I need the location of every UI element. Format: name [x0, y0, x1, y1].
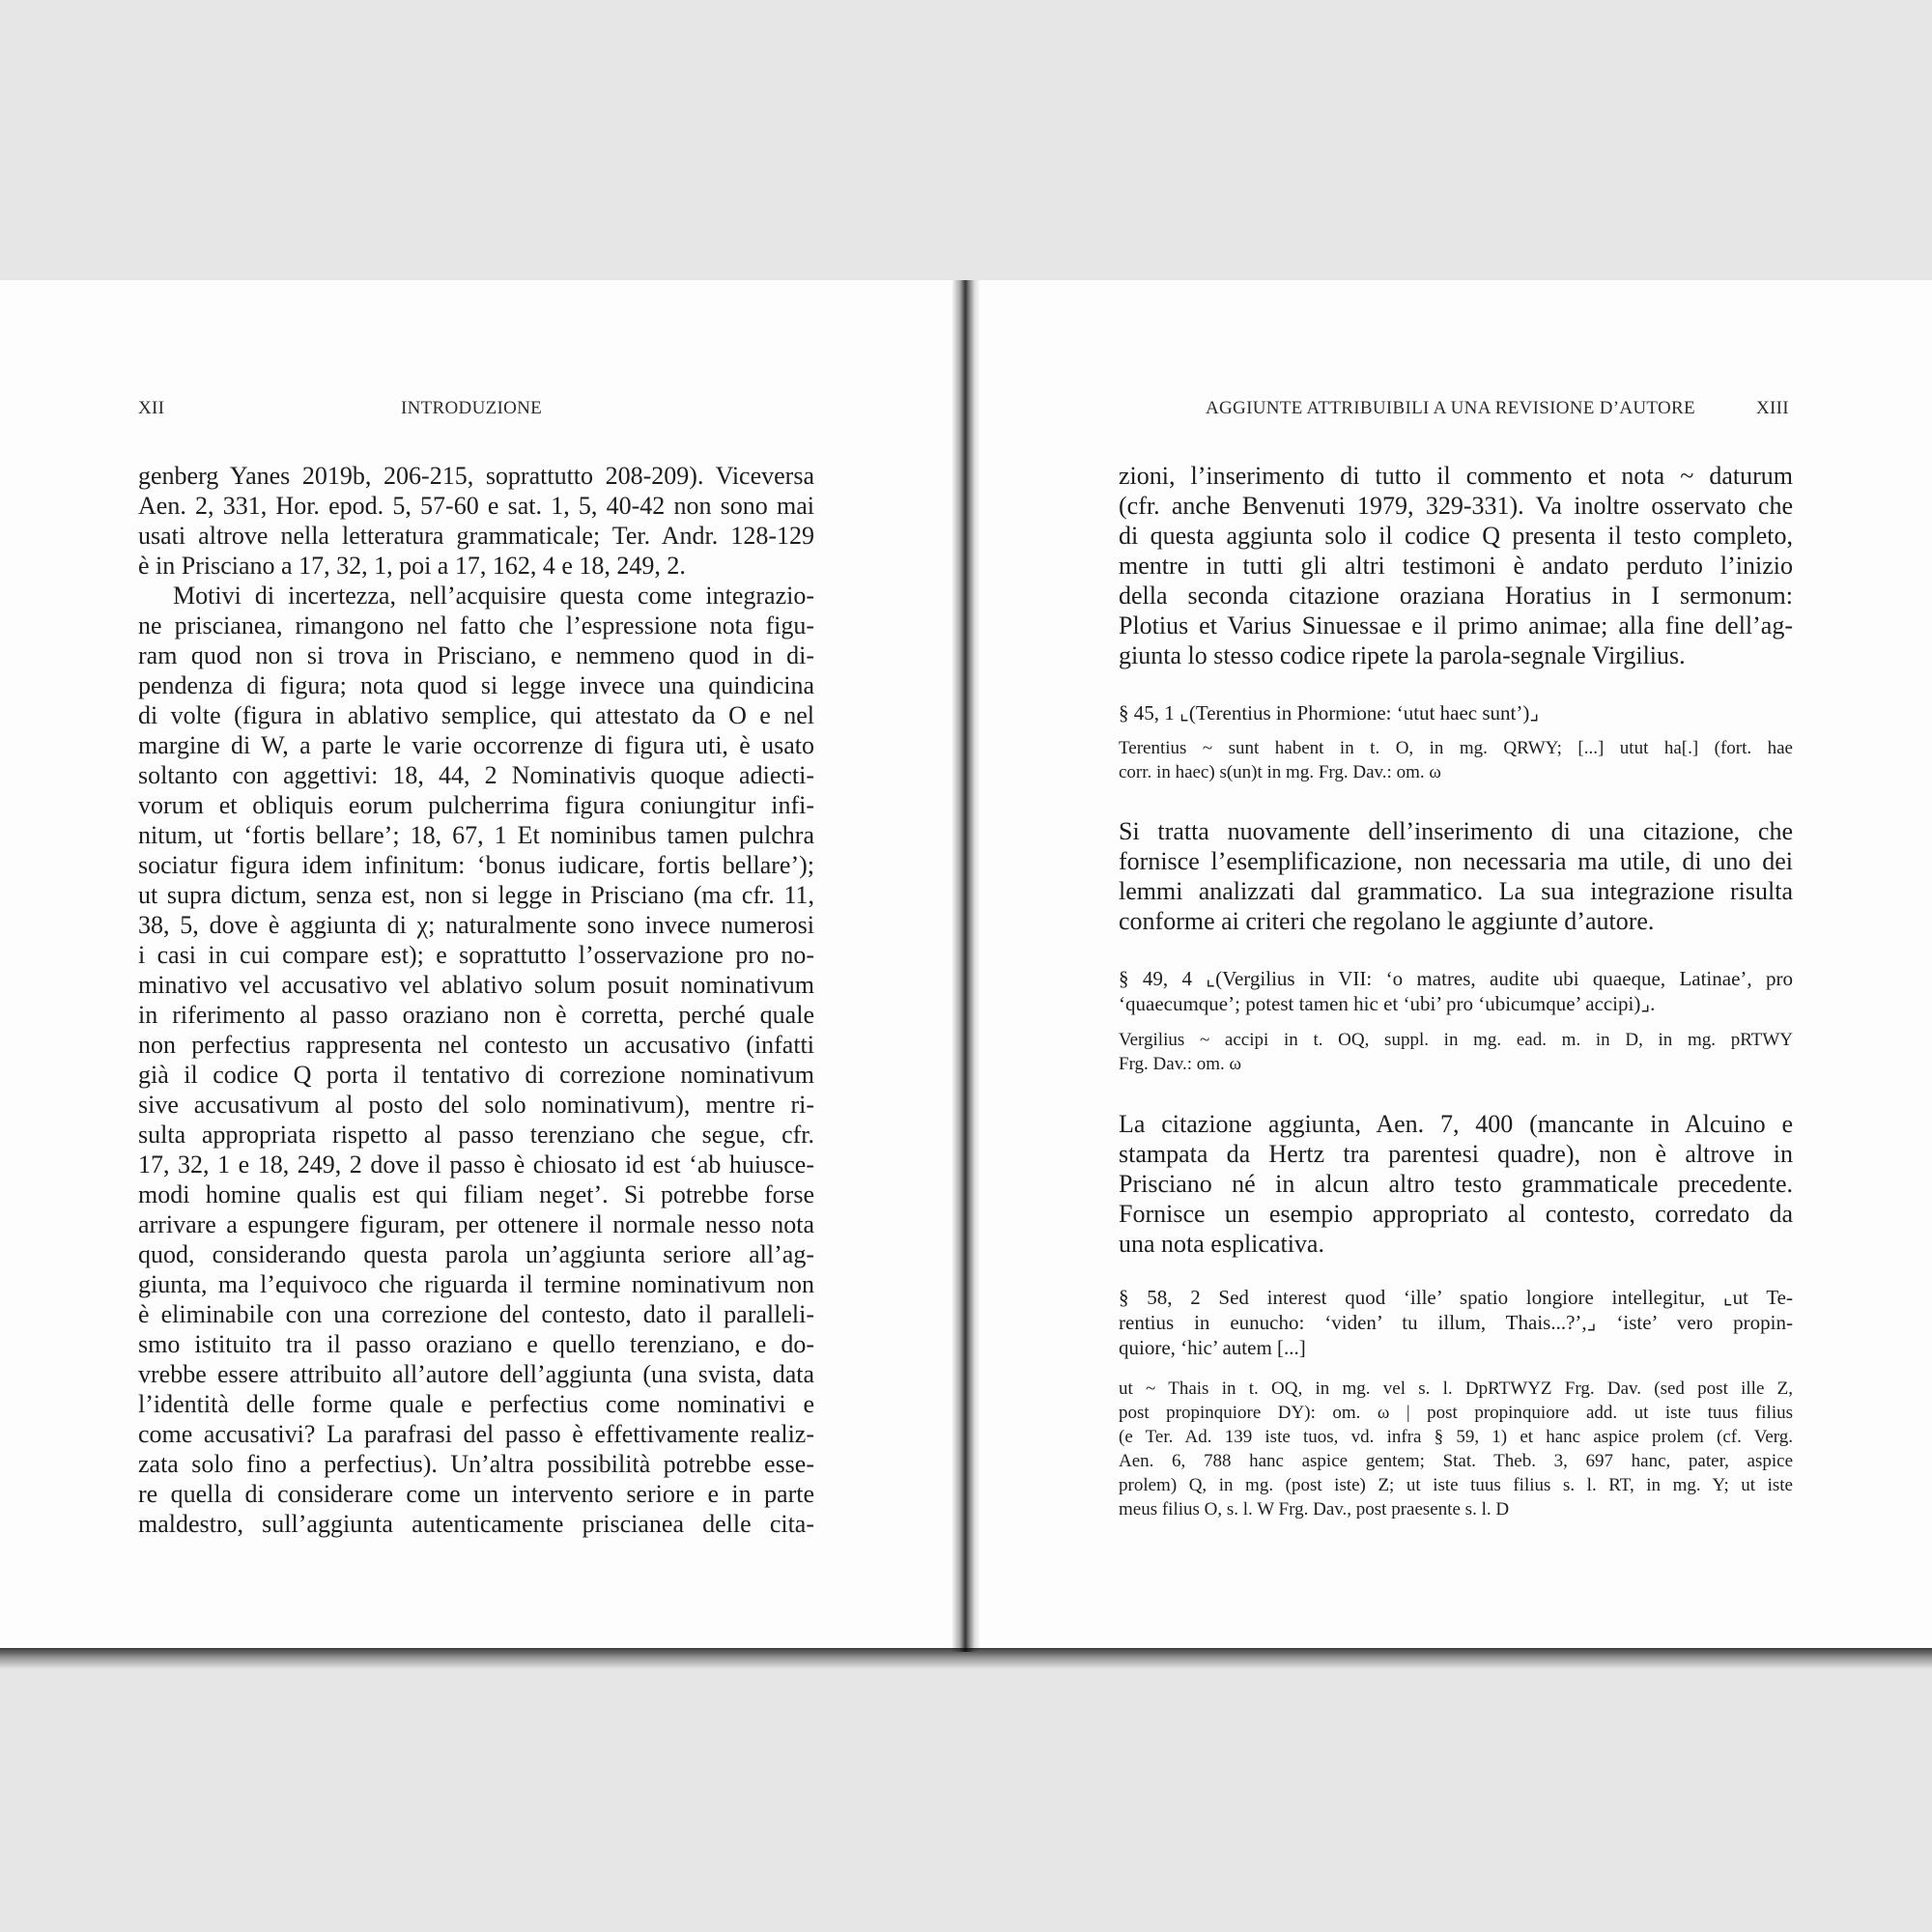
right-page-text [1119, 461, 1793, 670]
text-line: conforme ai criteri che regolano le aggiunte d’autore. [1119, 907, 1655, 935]
text-line: mentre in tutti gli altri testimoni è andato perduto l’inizio [1119, 552, 1793, 580]
paragraph [1119, 461, 1793, 670]
text-line: corr. in haec) s(un)t in mg. Frg. Dav.: om. ω [1119, 762, 1441, 782]
text-line: 38, 5, dove è aggiunta di χ; naturalmente sono invece numerosi [138, 911, 814, 939]
paragraph [138, 581, 814, 1539]
text-line: smo istituito tra il passo oraziano e quello terenziano, e do- [138, 1330, 814, 1358]
text-line: Aen. 2, 331, Hor. epod. 5, 57-60 e sat. 1, 5, 40-42 non sono mai [138, 492, 814, 520]
text-line: stampata da Hertz tra parentesi quadre), non è altrove in [1119, 1140, 1793, 1168]
text-line: re quella di considerare come un intervento seriore e in parte [138, 1480, 814, 1508]
text-line: usati altrove nella letteratura grammaticale; Ter. Andr. 128-129 [138, 522, 814, 550]
text-line: pendenza di figura; nota quod si legge invece una quindicina [138, 671, 814, 699]
text-line: La citazione aggiunta, Aen. 7, 400 (mancante in Alcuino e [1119, 1110, 1793, 1138]
text-line: nitum, ut ‘fortis bellare’; 18, 67, 1 Et nominibus tamen pulchra [138, 821, 814, 849]
text-line: in riferimento al passo oraziano non è corretta, perché quale [138, 1001, 814, 1029]
text-line: di questa aggiunta solo il codice Q presenta il testo completo, [1119, 522, 1793, 550]
text-line: Plotius et Varius Sinuessae e il primo animae; alla fine dell’ag- [1119, 611, 1793, 639]
lemma-entry-45-1 [1119, 700, 1793, 725]
text-line: Aen. 6, 788 hanc aspice gentem; Stat. Theb. 3, 697 hanc, pater, aspice [1119, 1451, 1793, 1471]
text-line: (e Ter. Ad. 139 iste tuos, vd. infra § 59, 1) et hanc aspice prolem (cf. Verg. [1119, 1427, 1793, 1447]
text-line: fornisce l’esemplificazione, non necessaria ma utile, di uno dei [1119, 847, 1793, 875]
text-line: della seconda citazione oraziana Horatius in I sermonum: [1119, 582, 1793, 610]
text-line: ram quod non si trova in Prisciano, e nemmeno quod in di- [138, 641, 814, 669]
text-line: quod, considerando questa parola un’aggiunta seriore all’ag- [138, 1240, 814, 1268]
text-line: Fornisce un esempio appropriato al contesto, corredato da [1119, 1200, 1793, 1228]
page-bottom-shadow [0, 1648, 1932, 1669]
text-line: di volte (figura in ablativo semplice, qui attestato da O e nel [138, 701, 814, 729]
lemma-entry-49-4 [1119, 966, 1793, 1016]
text-line: § 49, 4 ⌞(Vergilius in VII: ‘o matres, audite ubi quaeque, Latinae’, pro [1119, 967, 1793, 990]
text-line: già il codice Q porta il tentativo di correzione nominativum [138, 1061, 814, 1089]
text-line: vrebbe essere attribuito all’autore dell’aggiunta (una svista, data [138, 1360, 814, 1388]
left-page-number: XII [138, 398, 165, 418]
text-line: Terentius ~ sunt habent in t. O, in mg. QRWY; [...] utut ha[.] (fort. hae [1119, 738, 1793, 758]
text-line: vorum et obliquis eorum pulcherrima figura coniungitur infi- [138, 791, 814, 819]
text-line: ut supra dictum, senza est, non si legge in Prisciano (ma cfr. 11, [138, 881, 814, 909]
text-line: una nota esplicativa. [1119, 1230, 1324, 1258]
text-line: soltanto con aggettivi: 18, 44, 2 Nominativis quoque adiecti- [138, 761, 814, 789]
text-line: i casi in cui compare est); e soprattutto l’osservazione pro no- [138, 941, 814, 969]
paragraph-aen [1119, 1109, 1793, 1259]
paragraph-citation [1119, 816, 1793, 936]
text-line: ut ~ Thais in t. OQ, in mg. vel s. l. DpRTWYZ Frg. Dav. (sed post ille Z, [1119, 1378, 1793, 1399]
text-line: Si tratta nuovamente dell’inserimento di una citazione, che [1119, 817, 1793, 845]
text-line: sociatur figura idem infinitum: ‘bonus iudicare, fortis bellare’); [138, 851, 814, 879]
text-line: sulta appropriata rispetto al passo terenziano che segue, cfr. [138, 1121, 814, 1149]
text-line: margine di W, a parte le varie occorrenze di figura uti, è usato [138, 731, 814, 759]
left-page-text [138, 461, 814, 1539]
text-line: Frg. Dav.: om. ω [1119, 1054, 1242, 1074]
text-line: genberg Yanes 2019b, 206-215, soprattutto 208-209). Viceversa [138, 462, 814, 490]
text-line: giunta lo stesso codice ripete la parola-segnale Virgilius. [1119, 641, 1686, 669]
book-gutter-shadow [952, 280, 980, 1652]
paragraph [138, 461, 814, 581]
text-line: rentius in eunucho: ‘viden’ tu illum, Thais...?’,⌟ ‘iste’ vero propin- [1119, 1311, 1793, 1334]
text-line: maldestro, sull’aggiunta autenticamente priscianea delle cita- [138, 1510, 814, 1538]
apparatus-49-4 [1119, 1028, 1793, 1076]
text-line: lemmi analizzati dal grammatico. La sua integrazione risulta [1119, 877, 1793, 905]
left-running-head: INTRODUZIONE [401, 398, 543, 418]
text-line: meus filius O, s. l. W Frg. Dav., post praesente s. l. D [1119, 1499, 1510, 1520]
apparatus-58-2 [1119, 1377, 1793, 1521]
text-line: ‘quaecumque’; potest tamen hic et ‘ubi’ pro ‘ubicumque’ accipi)⌟. [1119, 992, 1656, 1015]
text-line: § 45, 1 ⌞(Terentius in Phormione: ‘utut haec sunt’)⌟ [1119, 701, 1540, 724]
text-line: Prisciano né in alcun altro testo grammaticale precedente. [1119, 1170, 1793, 1198]
text-line: giunta, ma l’equivoco che riguarda il termine nominativum non [138, 1270, 814, 1298]
right-page-number: XIII [1756, 398, 1789, 418]
text-line: minativo vel accusativo vel ablativo solum posuit nominativum [138, 971, 814, 999]
text-line: è in Prisciano a 17, 32, 1, poi a 17, 162, 4 e 18, 249, 2. [138, 552, 686, 580]
text-line: zata solo fino a perfectius). Un’altra possibilità potrebbe esse- [138, 1450, 814, 1478]
text-line: Motivi di incertezza, nell’acquisire questa come integrazio- [173, 582, 814, 610]
text-line: non perfectius rappresenta nel contesto un accusativo (infatti [138, 1031, 814, 1059]
text-line: § 58, 2 Sed interest quod ‘ille’ spatio longiore intellegitur, ⌞ut Te- [1119, 1286, 1793, 1309]
text-line: sive accusativum al posto del solo nominativum), mentre ri- [138, 1091, 814, 1119]
text-line: arrivare a espungere figuram, per ottenere il normale nesso nota [138, 1210, 814, 1238]
text-line: zioni, l’inserimento di tutto il commento et nota ~ daturum [1119, 462, 1793, 490]
apparatus-45-1 [1119, 736, 1793, 784]
text-line: prolem) Q, in mg. (post iste) Z; ut iste tuus filius s. l. RT, in mg. Y; ut iste [1119, 1475, 1793, 1495]
text-line: quiore, ‘hic’ autem [...] [1119, 1336, 1306, 1359]
text-line: (cfr. anche Benvenuti 1979, 329-331). Va inoltre osservato che [1119, 492, 1793, 520]
text-line: è eliminabile con una correzione del contesto, dato il paralleli- [138, 1300, 814, 1328]
text-line: post propinquiore DY): om. ω | post propinquiore add. ut iste tuus filius [1119, 1403, 1793, 1423]
text-line: ne priscianea, rimangono nel fatto che l’espressione nota figu- [138, 611, 814, 639]
text-line: come accusativi? La parafrasi del passo è effettivamente realiz- [138, 1420, 814, 1448]
lemma-entry-58-2 [1119, 1285, 1793, 1360]
text-line: modi homine qualis est qui filiam neget’. Si potrebbe forse [138, 1180, 814, 1208]
right-running-head: AGGIUNTE ATTRIBUIBILI A UNA REVISIONE D’AUTORE [1206, 398, 1695, 418]
text-line: Vergilius ~ accipi in t. OQ, suppl. in mg. ead. m. in D, in mg. pRTWY [1119, 1030, 1793, 1050]
text-line: l’identità delle forme quale e perfectius come nominativi e [138, 1390, 814, 1418]
text-line: 17, 32, 1 e 18, 249, 2 dove il passo è chiosato id est ‘ab huiusce- [138, 1151, 814, 1179]
